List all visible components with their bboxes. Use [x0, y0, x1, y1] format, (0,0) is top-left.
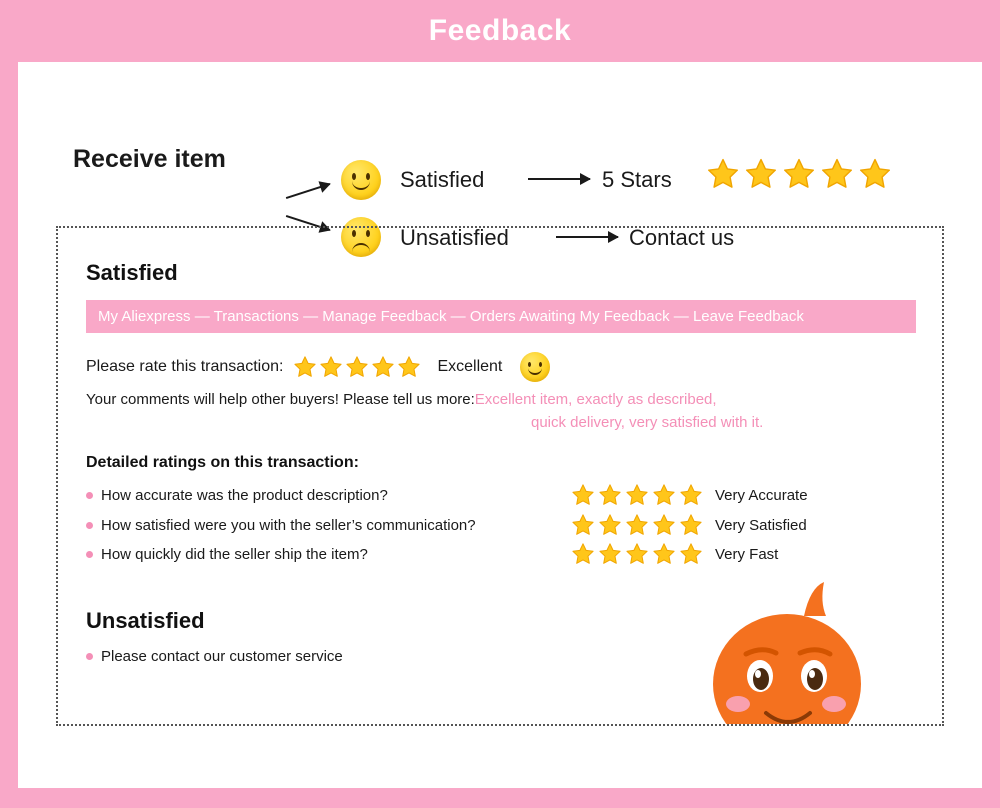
- flow-unsatisfied-label: Unsatisfied: [400, 225, 509, 250]
- rate-verdict-label: Excellent: [437, 358, 503, 375]
- star-icon: [679, 542, 703, 566]
- flow-five-stars-label: 5 Stars: [602, 167, 672, 192]
- star-icon: [858, 157, 892, 191]
- instruction-panel: [56, 226, 944, 726]
- rate-transaction-label: Please rate this transaction:: [86, 358, 284, 375]
- arrow-to-five-stars-icon: [528, 178, 590, 180]
- unsatisfied-instruction-label: Please contact our customer service: [101, 648, 343, 665]
- detailed-rating-question: How satisfied were you with the seller’s communication?: [101, 516, 476, 534]
- smiley-happy-icon: [520, 352, 550, 382]
- detailed-rating-question: How accurate was the product description?: [101, 486, 388, 504]
- star-icon: [679, 483, 703, 507]
- star-icon: [820, 157, 854, 191]
- star-icon: [571, 513, 595, 537]
- star-icon: [679, 513, 703, 537]
- section-title-unsatisfied: Unsatisfied: [86, 608, 205, 633]
- bullet-icon: [86, 522, 93, 529]
- star-icon: [319, 355, 343, 379]
- bullet-icon: [86, 551, 93, 558]
- flow-diagram: [18, 82, 982, 250]
- detailed-rating-row: [86, 542, 778, 566]
- smiley-happy-icon: [341, 160, 381, 200]
- page-title: Feedback: [428, 14, 572, 47]
- star-icon: [598, 513, 622, 537]
- star-icon: [744, 157, 778, 191]
- comment-text-line2: quick delivery, very satisfied with it.: [531, 414, 764, 431]
- detailed-rating-verdict: Very Accurate: [715, 486, 808, 504]
- mascot-character-icon: [662, 580, 912, 726]
- detailed-rating-verdict: Very Fast: [715, 545, 779, 563]
- star-icon: [571, 542, 595, 566]
- detailed-rating-stars[interactable]: [571, 542, 703, 566]
- rate-transaction-row: [86, 352, 550, 382]
- header-star-rating: [706, 157, 892, 191]
- flow-contact-us-label: Contact us: [629, 225, 735, 250]
- star-icon: [397, 355, 421, 379]
- bullet-icon: [86, 653, 93, 660]
- bullet-icon: [86, 492, 93, 499]
- comments-label: Your comments will help other buyers! Please tell us more:: [86, 391, 475, 408]
- detailed-rating-stars[interactable]: [571, 513, 703, 537]
- star-icon: [652, 513, 676, 537]
- star-icon: [652, 542, 676, 566]
- unsatisfied-instruction: [86, 648, 343, 665]
- star-icon: [782, 157, 816, 191]
- detailed-rating-question: How quickly did the seller ship the item?: [101, 545, 368, 563]
- rate-star-rating[interactable]: [293, 355, 421, 379]
- star-icon: [571, 483, 595, 507]
- content-card: [18, 62, 982, 788]
- detailed-rating-stars[interactable]: [571, 483, 703, 507]
- flow-satisfied-label: Satisfied: [400, 167, 485, 192]
- star-icon: [345, 355, 369, 379]
- flow-start-label: Receive item: [73, 145, 226, 173]
- star-icon: [706, 157, 740, 191]
- star-icon: [371, 355, 395, 379]
- comment-text-line1: Excellent item, exactly as described,: [474, 391, 717, 408]
- detailed-rating-verdict: Very Satisfied: [715, 516, 807, 534]
- star-icon: [598, 483, 622, 507]
- comments-row: [86, 391, 717, 408]
- star-icon: [293, 355, 317, 379]
- star-icon: [598, 542, 622, 566]
- detailed-rating-row: [86, 483, 808, 507]
- detailed-rating-row: [86, 513, 807, 537]
- arrow-to-satisfied-icon: [286, 183, 330, 199]
- section-title-satisfied: Satisfied: [86, 260, 178, 285]
- detailed-ratings-title: Detailed ratings on this transaction:: [86, 454, 359, 471]
- breadcrumb: My Aliexpress — Transactions — Manage Feedback — Orders Awaiting My Feedback — Leave Feedback: [86, 300, 916, 333]
- star-icon: [652, 483, 676, 507]
- star-icon: [625, 483, 649, 507]
- star-icon: [625, 513, 649, 537]
- star-icon: [625, 542, 649, 566]
